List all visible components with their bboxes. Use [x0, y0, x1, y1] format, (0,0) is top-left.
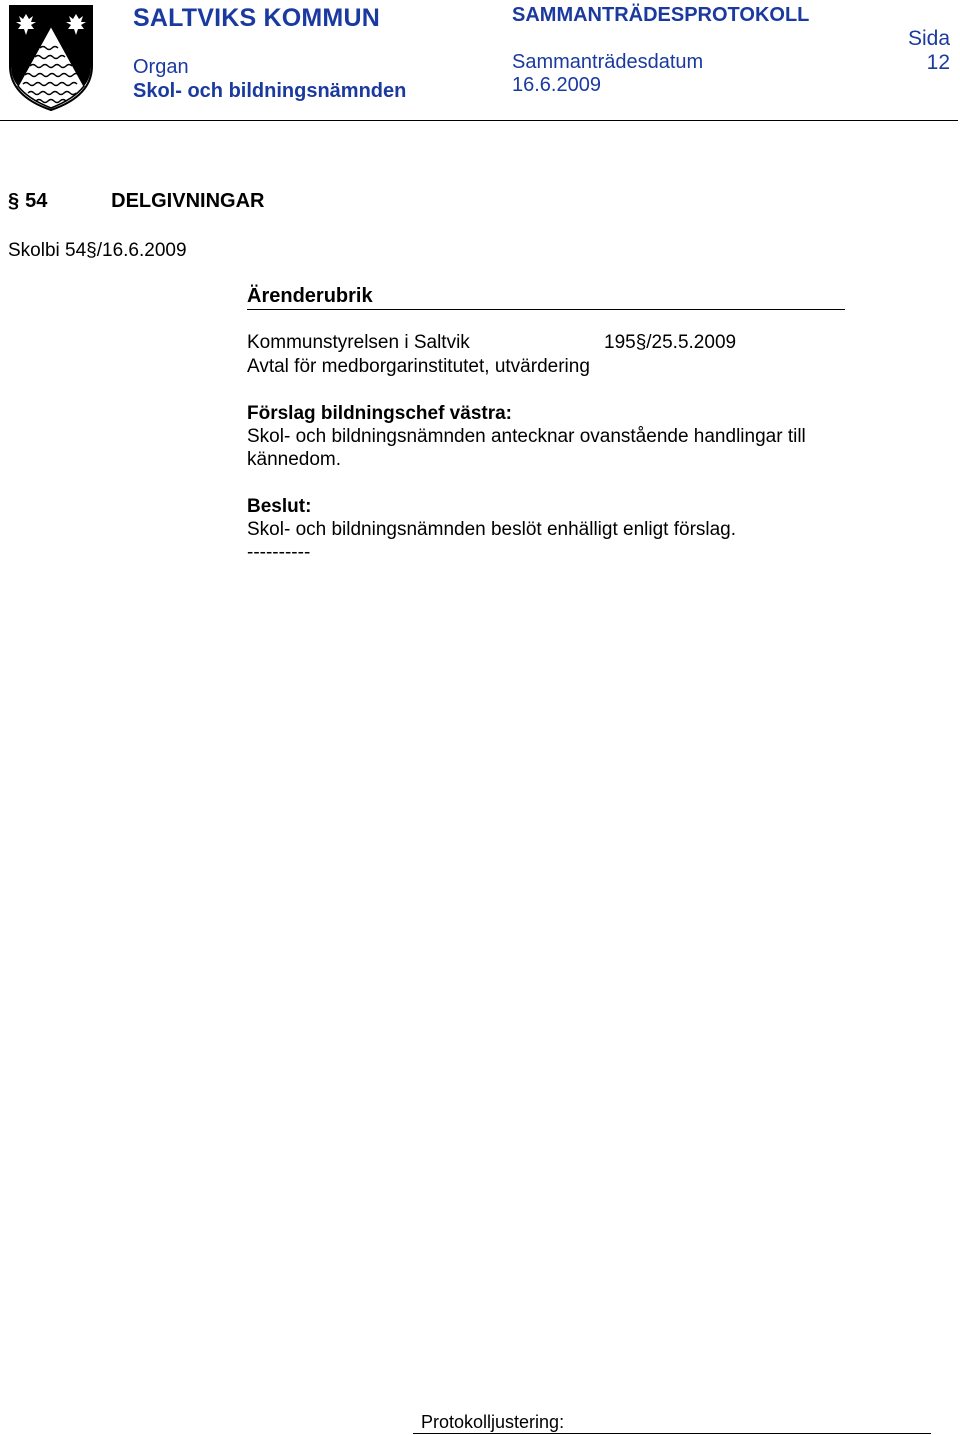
organ-label: Organ: [133, 56, 189, 78]
section-number: 54: [25, 190, 48, 212]
municipality-name: SALTVIKS KOMMUN: [133, 4, 380, 32]
section-title: [8, 190, 264, 213]
page-label: Sida: [907, 27, 950, 50]
decision-label: Beslut:: [247, 496, 312, 517]
meeting-date-label: Sammanträdesdatum: [512, 51, 704, 73]
matter-source-ref: 195§/25.5.2009: [604, 332, 737, 353]
page-number: 12: [926, 51, 950, 74]
section-reference: Skolbi 54§/16.6.2009: [8, 240, 187, 261]
proposal-label: Förslag bildningschef västra:: [247, 403, 512, 424]
proposal-text-line1: Skol- och bildningsnämnden antecknar ovanstående handlingar till: [247, 426, 806, 447]
protocol-verification-label: Protokolljustering:: [413, 1412, 931, 1434]
municipal-coat-of-arms-icon: [8, 4, 94, 112]
decision-separator: ----------: [247, 542, 311, 563]
meeting-date: 16.6.2009: [512, 74, 601, 96]
matter-heading: Ärenderubrik: [247, 285, 845, 310]
section-heading: DELGIVNINGAR: [111, 190, 265, 212]
matter-source-line: [247, 332, 847, 354]
document-type: SAMMANTRÄDESPROTOKOLL: [512, 4, 810, 26]
matter-subject: Avtal för medborgarinstitutet, utvärdering: [247, 356, 590, 377]
proposal-text-line2: kännedom.: [247, 449, 342, 470]
paragraph-symbol: §: [8, 190, 20, 212]
header-divider: [0, 120, 958, 121]
decision-text: Skol- och bildningsnämnden beslöt enhälligt enligt förslag.: [247, 519, 737, 540]
organ-value: Skol- och bildningsnämnden: [133, 80, 407, 102]
matter-source: Kommunstyrelsen i Saltvik: [247, 332, 470, 353]
